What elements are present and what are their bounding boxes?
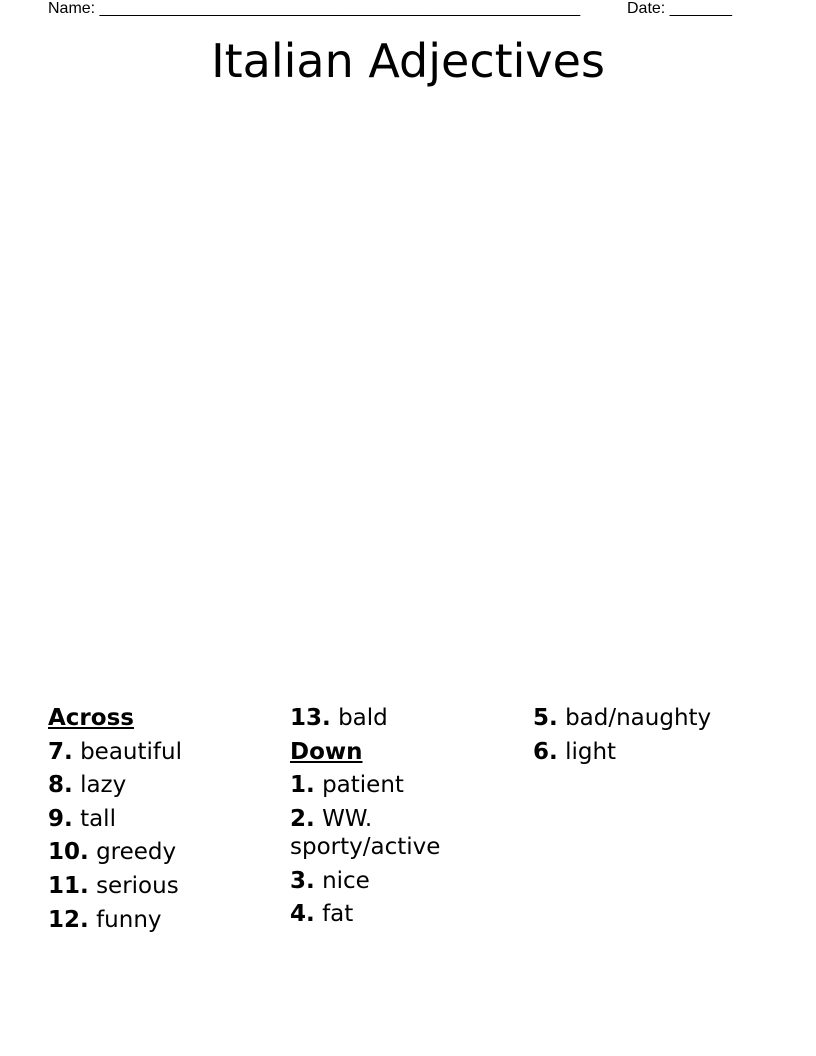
clue-number: 8.	[48, 772, 73, 799]
clue-text: tall	[80, 805, 116, 832]
clue-number: 10.	[48, 839, 89, 866]
clue-number: 5.	[533, 705, 558, 731]
down-heading: Down	[290, 738, 363, 765]
page-title: Italian Adjectives	[211, 34, 605, 88]
date-field-label: Date: _______	[627, 0, 732, 17]
clue-down-3	[290, 865, 520, 899]
clue-down-1	[290, 769, 520, 803]
clue-text: light	[565, 738, 617, 765]
clue-number: 2.	[290, 805, 315, 832]
clue-down-6	[533, 736, 773, 770]
clue-text: fat	[322, 901, 354, 928]
clue-number: 3.	[290, 867, 315, 894]
clue-number: 7.	[48, 738, 73, 765]
clue-text: bad/naughty	[565, 705, 712, 731]
clue-number: 11.	[48, 872, 89, 899]
clues-column-3	[533, 702, 773, 769]
across-heading: Across	[48, 705, 134, 731]
clue-text: funny	[96, 906, 162, 933]
clue-across-9	[48, 803, 278, 837]
clue-across-13	[290, 702, 520, 736]
clue-across-11	[48, 870, 278, 904]
clue-text: nice	[322, 867, 370, 894]
clue-text: beautiful	[80, 738, 182, 765]
clue-down-5	[533, 702, 773, 736]
clue-number: 4.	[290, 901, 315, 928]
clue-across-10	[48, 836, 278, 870]
clue-across-8	[48, 769, 278, 803]
clue-number: 9.	[48, 805, 73, 832]
clue-text: lazy	[80, 772, 127, 799]
clue-number: 13.	[290, 705, 331, 731]
clue-down-4	[290, 898, 520, 932]
clue-text: WW. sporty/active	[290, 805, 441, 860]
clue-text: greedy	[96, 839, 177, 866]
clue-text: serious	[96, 872, 179, 899]
clue-number: 12.	[48, 906, 89, 933]
clue-down-2	[290, 805, 520, 861]
clue-across-7	[48, 736, 278, 770]
name-field-label: Name: ______________________________________________________	[48, 0, 581, 17]
clue-text: patient	[322, 772, 404, 799]
clue-across-12	[48, 904, 278, 938]
clue-number: 6.	[533, 738, 558, 765]
clues-column-2	[290, 702, 520, 932]
clues-column-1	[48, 702, 278, 937]
clue-text: bald	[338, 705, 388, 731]
clue-number: 1.	[290, 772, 315, 799]
